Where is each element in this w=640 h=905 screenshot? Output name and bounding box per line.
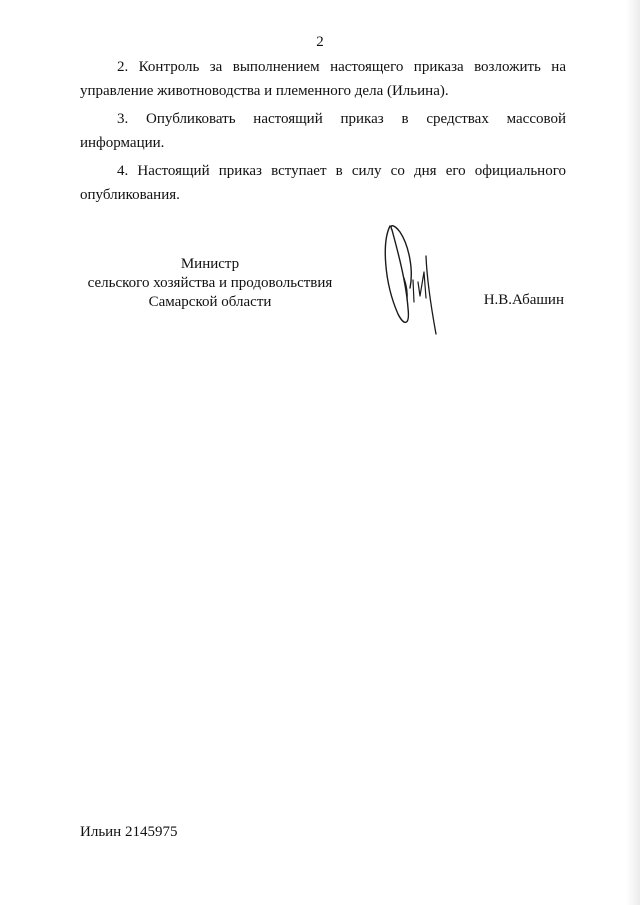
paragraph-control: 2. Контроль за выполнением настоящего приказа возложить на управление животноводства и племенного дела (Ильина). (80, 59, 566, 99)
signatory-title-line3: Самарской области (148, 294, 272, 310)
handwritten-signature (380, 222, 446, 342)
order-body (80, 55, 566, 211)
signatory-title (80, 255, 340, 312)
signatory-title-line1: Министр (180, 256, 240, 272)
executor-reference: Ильин 2145975 (80, 824, 178, 840)
paragraph-effective: 4. Настоящий приказ вступает в силу со дня его официального опубликования. (80, 163, 566, 203)
paragraph-publish: 3. Опубликовать настоящий приказ в средствах массовой информации. (80, 111, 566, 151)
signatory-name: Н.В.Абашин (483, 292, 564, 308)
scan-edge-shadow (626, 0, 640, 905)
page-number: 2 (316, 34, 324, 50)
signatory-title-line2: сельского хозяйства и продовольствия (87, 275, 333, 291)
